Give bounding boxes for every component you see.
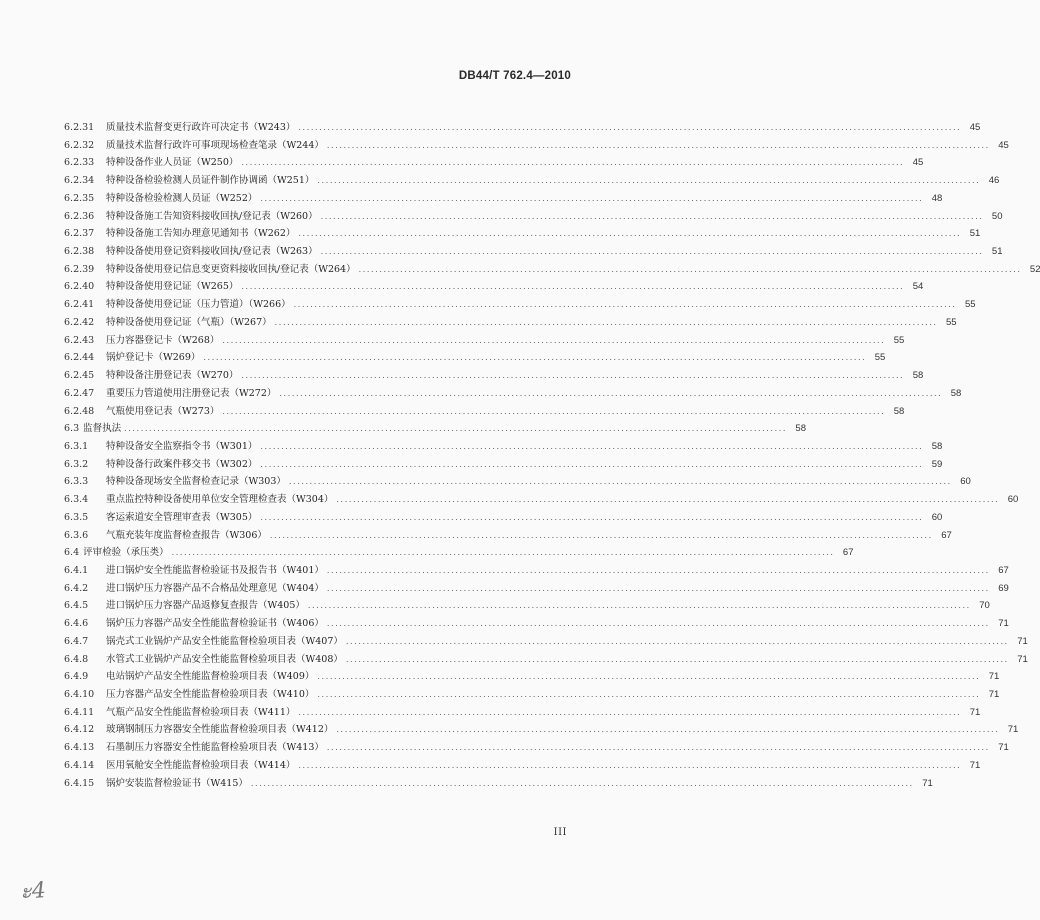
toc-entry[interactable] bbox=[64, 686, 1000, 704]
toc-entry-page: 51 bbox=[969, 228, 981, 240]
toc-dot-leader: ................................................................................................................................................................ bbox=[298, 707, 962, 717]
toc-entry[interactable] bbox=[64, 367, 924, 385]
toc-entry-title: 进口锅炉压力容器产品不合格品处理意见（W404） bbox=[106, 582, 324, 594]
toc-entry-page: 70 bbox=[979, 600, 990, 612]
toc-entry-page: 67 bbox=[941, 529, 952, 541]
toc-entry-number: 6.2.39 bbox=[64, 263, 95, 275]
toc-dot-leader: ................................................................................................................................................................ bbox=[358, 264, 1022, 274]
toc-dot-leader: ................................................................................................................................................................ bbox=[260, 193, 924, 203]
toc-entry-title: 特种设备使用登记信息变更资料接收回执/登记表（W264） bbox=[106, 263, 356, 275]
toc-entry-number: 6.2.36 bbox=[64, 210, 95, 222]
toc-entry[interactable] bbox=[64, 278, 924, 296]
toc-entry-number: 6.3.4 bbox=[64, 494, 89, 506]
toc-entry[interactable] bbox=[64, 403, 905, 421]
toc-entry-number: 6.4.6 bbox=[64, 618, 89, 630]
toc-entry-page: 45 bbox=[998, 139, 1009, 151]
toc-entry-page: 54 bbox=[912, 281, 924, 293]
toc-entry-number: 6.3.1 bbox=[64, 440, 89, 452]
toc-entry-page: 58 bbox=[931, 440, 943, 452]
toc-entry[interactable] bbox=[64, 349, 886, 367]
toc-entry-number: 6.4.10 bbox=[64, 689, 95, 700]
toc-entry[interactable] bbox=[64, 208, 1003, 226]
toc-entry-title: 客运索道安全管理审查表（W305） bbox=[106, 511, 258, 523]
toc-entry-page: 55 bbox=[893, 334, 905, 346]
toc-entry-page: 52 bbox=[1029, 263, 1040, 275]
toc-entry-number: 6.4.12 bbox=[64, 724, 95, 736]
toc-dot-leader: ................................................................................................................................................................ bbox=[293, 300, 957, 310]
toc-entry-title: 进口锅炉安全性能监督检验证书及报告书（W401） bbox=[106, 564, 324, 576]
toc-entry-number: 6.4.15 bbox=[64, 777, 95, 789]
toc-dot-leader: ................................................................................................................................................................ bbox=[326, 743, 990, 753]
toc-dot-leader: ................................................................................................................................................................ bbox=[298, 229, 962, 239]
toc-entry-page: 69 bbox=[998, 582, 1009, 594]
toc-entry-number: 6.4.8 bbox=[64, 653, 89, 665]
toc-entry[interactable] bbox=[64, 438, 943, 456]
toc-entry-title: 锅炉压力容器产品安全性能监督检验证书（W406） bbox=[106, 618, 324, 630]
toc-entry-title: 锅炉登记卡（W269） bbox=[106, 352, 201, 364]
toc-dot-leader: ................................................................................................................................................................ bbox=[326, 565, 990, 575]
toc-entry-title: 重点监控特种设备使用单位安全管理检查表（W304） bbox=[106, 494, 334, 506]
toc-entry-title: 特种设备施工告知资料接收回执/登记表（W260） bbox=[106, 210, 318, 222]
toc-dot-leader: ................................................................................................................................................................ bbox=[260, 512, 924, 522]
toc-entry[interactable] bbox=[64, 704, 981, 722]
toc-entry[interactable] bbox=[64, 473, 971, 491]
toc-entry-page: 71 bbox=[988, 689, 1000, 700]
toc-entry[interactable] bbox=[64, 615, 1009, 633]
toc-entry-title: 气瓶使用登记表（W273） bbox=[106, 405, 220, 417]
toc-entry-number: 6.4.9 bbox=[64, 671, 89, 683]
toc-entry-page: 71 bbox=[1007, 724, 1019, 736]
toc-entry[interactable] bbox=[64, 527, 952, 545]
toc-entry-title: 特种设备行政案件移交书（W302） bbox=[106, 458, 258, 470]
toc-entry[interactable] bbox=[64, 651, 1028, 669]
toc-entry-title: 特种设备检验检测人员证件制作协调函（W251） bbox=[106, 175, 315, 187]
toc-entry-title: 特种设备使用登记资料接收回执/登记表（W263） bbox=[106, 246, 318, 258]
toc-entry-page: 50 bbox=[991, 210, 1003, 222]
page-number-roman: III bbox=[553, 827, 567, 838]
toc-entry-title: 特种设备使用登记证（W265） bbox=[106, 281, 239, 293]
toc-dot-leader: ................................................................................................................................................................ bbox=[288, 477, 952, 487]
toc-entry-number: 6.2.47 bbox=[64, 387, 95, 399]
toc-entry-number: 6.4.5 bbox=[64, 600, 89, 612]
toc-entry-number: 6.2.32 bbox=[64, 139, 95, 151]
toc-entry-page: 59 bbox=[931, 458, 943, 470]
toc-entry[interactable] bbox=[64, 190, 943, 208]
toc-entry-page: 71 bbox=[1017, 653, 1028, 665]
toc-entry[interactable] bbox=[64, 119, 981, 137]
toc-dot-leader: ................................................................................................................................................................ bbox=[250, 778, 914, 788]
toc-entry-page: 71 bbox=[969, 759, 981, 771]
toc-entry-title: 特种设备安全监察指令书（W301） bbox=[106, 440, 258, 452]
toc-entry-page: 58 bbox=[893, 405, 905, 417]
toc-entry-page: 71 bbox=[998, 742, 1009, 754]
toc-entry-title: 压力容器登记卡（W268） bbox=[106, 334, 220, 346]
toc-entry-title: 重要压力管道使用注册登记表（W272） bbox=[106, 387, 277, 399]
toc-entry-number: 6.3.5 bbox=[64, 511, 89, 523]
toc-entry-page: 45 bbox=[969, 122, 981, 133]
toc-entry-page: 60 bbox=[1007, 494, 1019, 506]
toc-dot-leader: ................................................................................................................................................................ bbox=[345, 654, 1009, 664]
toc-dot-leader: ................................................................................................................................................................ bbox=[203, 353, 867, 363]
table-of-contents bbox=[64, 119, 1040, 792]
toc-entry[interactable] bbox=[64, 385, 962, 403]
toc-entry[interactable] bbox=[64, 509, 943, 527]
toc-entry-page: 71 bbox=[1017, 635, 1028, 647]
toc-entry-number: 6.3.2 bbox=[64, 458, 89, 470]
toc-entry-number: 6.2.43 bbox=[64, 334, 95, 346]
toc-entry[interactable] bbox=[64, 225, 981, 243]
toc-entry-number: 6.2.41 bbox=[64, 299, 95, 311]
toc-entry-title: 水管式工业锅炉产品安全性能监督检验项目表（W408） bbox=[106, 653, 343, 665]
toc-entry[interactable] bbox=[64, 775, 933, 793]
toc-entry-title: 锅炉安装监督检验证书（W415） bbox=[106, 777, 248, 789]
toc-entry-title: 气瓶充装年度监督检查报告（W306） bbox=[106, 529, 267, 541]
toc-entry[interactable] bbox=[64, 721, 1019, 739]
toc-dot-leader: ................................................................................................................................................................ bbox=[345, 636, 1009, 646]
toc-dot-leader: ................................................................................................................................................................ bbox=[241, 158, 905, 168]
toc-entry-number: 6.2.37 bbox=[64, 228, 95, 240]
toc-dot-leader: ................................................................................................................................................................ bbox=[260, 441, 924, 451]
toc-entry-number: 6.4.1 bbox=[64, 564, 89, 576]
toc-entry-title: 锅壳式工业锅炉产品安全性能监督检验项目表（W407） bbox=[106, 635, 343, 647]
toc-entry-number: 6.2.34 bbox=[64, 175, 95, 187]
toc-entry[interactable] bbox=[64, 261, 1040, 279]
toc-entry-title: 进口锅炉压力容器产品返修复查报告（W405） bbox=[106, 600, 305, 612]
toc-dot-leader: ................................................................................................................................................................ bbox=[336, 495, 1000, 505]
toc-dot-leader: ................................................................................................................................................................ bbox=[260, 459, 924, 469]
toc-dot-leader: ................................................................................................................................................................ bbox=[317, 690, 981, 699]
toc-entry-number: 6.2.38 bbox=[64, 246, 95, 258]
toc-entry-number: 6.2.48 bbox=[64, 405, 95, 417]
toc-entry-title: 特种设备作业人员证（W250） bbox=[106, 157, 239, 169]
toc-entry-number: 6.2.35 bbox=[64, 192, 95, 204]
toc-entry-title: 评审检验（承压类） bbox=[83, 547, 169, 559]
toc-entry-title: 压力容器产品安全性能监督检验项目表（W410） bbox=[106, 689, 315, 700]
toc-entry-title: 特种设备使用登记证（压力管道）（W266） bbox=[106, 299, 291, 311]
toc-entry-number: 6.2.42 bbox=[64, 316, 95, 328]
toc-dot-leader: ................................................................................................................................................................ bbox=[320, 211, 984, 221]
toc-dot-leader: ................................................................................................................................................................ bbox=[279, 388, 943, 398]
toc-dot-leader: ................................................................................................................................................................ bbox=[171, 548, 835, 558]
toc-entry-page: 58 bbox=[950, 387, 962, 399]
toc-entry-number: 6.4.11 bbox=[64, 706, 95, 718]
toc-entry[interactable] bbox=[64, 580, 1009, 598]
toc-entry-number: 6.4 bbox=[64, 547, 80, 559]
toc-entry-number: 6.4.2 bbox=[64, 582, 89, 594]
toc-entry-page: 67 bbox=[842, 547, 854, 559]
toc-entry-number: 6.4.13 bbox=[64, 742, 95, 754]
toc-entry[interactable] bbox=[64, 668, 1000, 686]
toc-dot-leader: ................................................................................................................................................................ bbox=[274, 317, 938, 327]
toc-dot-leader: ................................................................................................................................................................ bbox=[269, 530, 933, 540]
toc-dot-leader: ................................................................................................................................................................ bbox=[326, 583, 990, 593]
toc-entry-title: 特种设备现场安全监督检查记录（W303） bbox=[106, 476, 286, 488]
toc-dot-leader: ................................................................................................................................................................ bbox=[298, 760, 962, 770]
toc-dot-leader: ................................................................................................................................................................ bbox=[222, 406, 886, 416]
toc-entry-page: 60 bbox=[931, 511, 943, 523]
toc-entry-page: 55 bbox=[964, 299, 976, 311]
toc-entry[interactable] bbox=[64, 491, 1019, 509]
toc-dot-leader: ................................................................................................................................................................ bbox=[241, 282, 905, 292]
toc-entry-title: 特种设备施工告知办理意见通知书（W262） bbox=[106, 228, 296, 240]
toc-entry-number: 6.2.33 bbox=[64, 157, 95, 169]
toc-entry[interactable] bbox=[64, 154, 924, 172]
toc-entry-number: 6.4.14 bbox=[64, 759, 95, 771]
toc-entry[interactable] bbox=[64, 314, 957, 332]
toc-entry[interactable] bbox=[64, 137, 1009, 155]
toc-entry-number: 6.2.31 bbox=[64, 122, 95, 133]
toc-entry[interactable] bbox=[64, 243, 1003, 261]
toc-entry-number: 6.2.45 bbox=[64, 370, 95, 382]
toc-entry[interactable] bbox=[64, 757, 981, 775]
toc-entry-page: 67 bbox=[998, 564, 1009, 576]
toc-entry-number: 6.3.3 bbox=[64, 476, 89, 488]
toc-entry[interactable] bbox=[64, 562, 1009, 580]
toc-entry-title: 监督执法 bbox=[83, 423, 122, 435]
toc-entry-page: 51 bbox=[991, 246, 1003, 258]
toc-entry[interactable] bbox=[64, 633, 1028, 651]
toc-entry-number: 6.4.7 bbox=[64, 635, 89, 647]
toc-dot-leader: ................................................................................................................................................................ bbox=[124, 424, 787, 434]
toc-dot-leader: ................................................................................................................................................................ bbox=[241, 371, 905, 381]
toc-entry[interactable] bbox=[64, 420, 806, 438]
toc-entry-title: 特种设备注册登记表（W270） bbox=[106, 370, 239, 382]
toc-entry-title: 气瓶产品安全性能监督检验项目表（W411） bbox=[106, 706, 296, 718]
toc-entry-page: 71 bbox=[969, 706, 981, 718]
toc-entry[interactable] bbox=[64, 172, 1000, 190]
toc-entry-title: 石墨制压力容器安全性能监督检验项目表（W413） bbox=[106, 742, 324, 754]
toc-dot-leader: ................................................................................................................................................................ bbox=[336, 725, 1000, 735]
toc-entry-page: 55 bbox=[874, 352, 886, 364]
toc-entry-page: 71 bbox=[998, 618, 1009, 630]
toc-entry[interactable] bbox=[64, 332, 905, 350]
toc-entry-page: 48 bbox=[931, 192, 943, 204]
toc-entry-page: 58 bbox=[912, 370, 924, 382]
toc-entry[interactable] bbox=[64, 597, 990, 615]
toc-dot-leader: ................................................................................................................................................................ bbox=[298, 123, 962, 132]
toc-entry-page: 71 bbox=[922, 777, 933, 789]
toc-entry-page: 45 bbox=[912, 157, 924, 169]
toc-entry-number: 6.2.44 bbox=[64, 352, 95, 364]
toc-dot-leader: ................................................................................................................................................................ bbox=[320, 247, 984, 257]
toc-entry-number: 6.3 bbox=[64, 423, 80, 435]
standard-code-header: DB44/T 762.4—2010 bbox=[458, 70, 571, 82]
toc-entry-page: 55 bbox=[945, 316, 957, 328]
toc-entry-title: 特种设备检验检测人员证（W252） bbox=[106, 192, 258, 204]
toc-dot-leader: ................................................................................................................................................................ bbox=[222, 335, 886, 345]
toc-entry[interactable] bbox=[64, 296, 976, 314]
toc-entry-title: 质量技术监督变更行政许可决定书（W243） bbox=[106, 122, 296, 133]
toc-entry[interactable] bbox=[64, 456, 943, 474]
toc-dot-leader: ................................................................................................................................................................ bbox=[326, 619, 990, 629]
scan-mark: ะ4 bbox=[19, 878, 47, 905]
toc-entry-title: 质量技术监督行政许可事项现场检查笔录（W244） bbox=[106, 139, 324, 151]
toc-dot-leader: ................................................................................................................................................................ bbox=[317, 176, 981, 186]
toc-entry-title: 特种设备使用登记证（气瓶）（W267） bbox=[106, 316, 272, 328]
toc-entry-title: 医用氧舱安全性能监督检验项目表（W414） bbox=[106, 759, 296, 771]
toc-entry-page: 60 bbox=[960, 476, 971, 488]
toc-entry-page: 58 bbox=[795, 423, 806, 435]
toc-entry-page: 71 bbox=[988, 671, 1000, 683]
toc-entry-number: 6.3.6 bbox=[64, 529, 89, 541]
toc-dot-leader: ................................................................................................................................................................ bbox=[307, 601, 971, 611]
toc-entry-title: 电站锅炉产品安全性能监督检验项目表（W409） bbox=[106, 671, 315, 683]
toc-dot-leader: ................................................................................................................................................................ bbox=[326, 140, 990, 150]
toc-entry-page: 46 bbox=[988, 175, 1000, 187]
toc-dot-leader: ................................................................................................................................................................ bbox=[317, 672, 981, 682]
toc-entry-title: 玻璃钢制压力容器安全性能监督检验项目表（W412） bbox=[106, 724, 334, 736]
toc-entry[interactable] bbox=[64, 544, 854, 562]
toc-entry-number: 6.2.40 bbox=[64, 281, 95, 293]
toc-entry[interactable] bbox=[64, 739, 1009, 757]
